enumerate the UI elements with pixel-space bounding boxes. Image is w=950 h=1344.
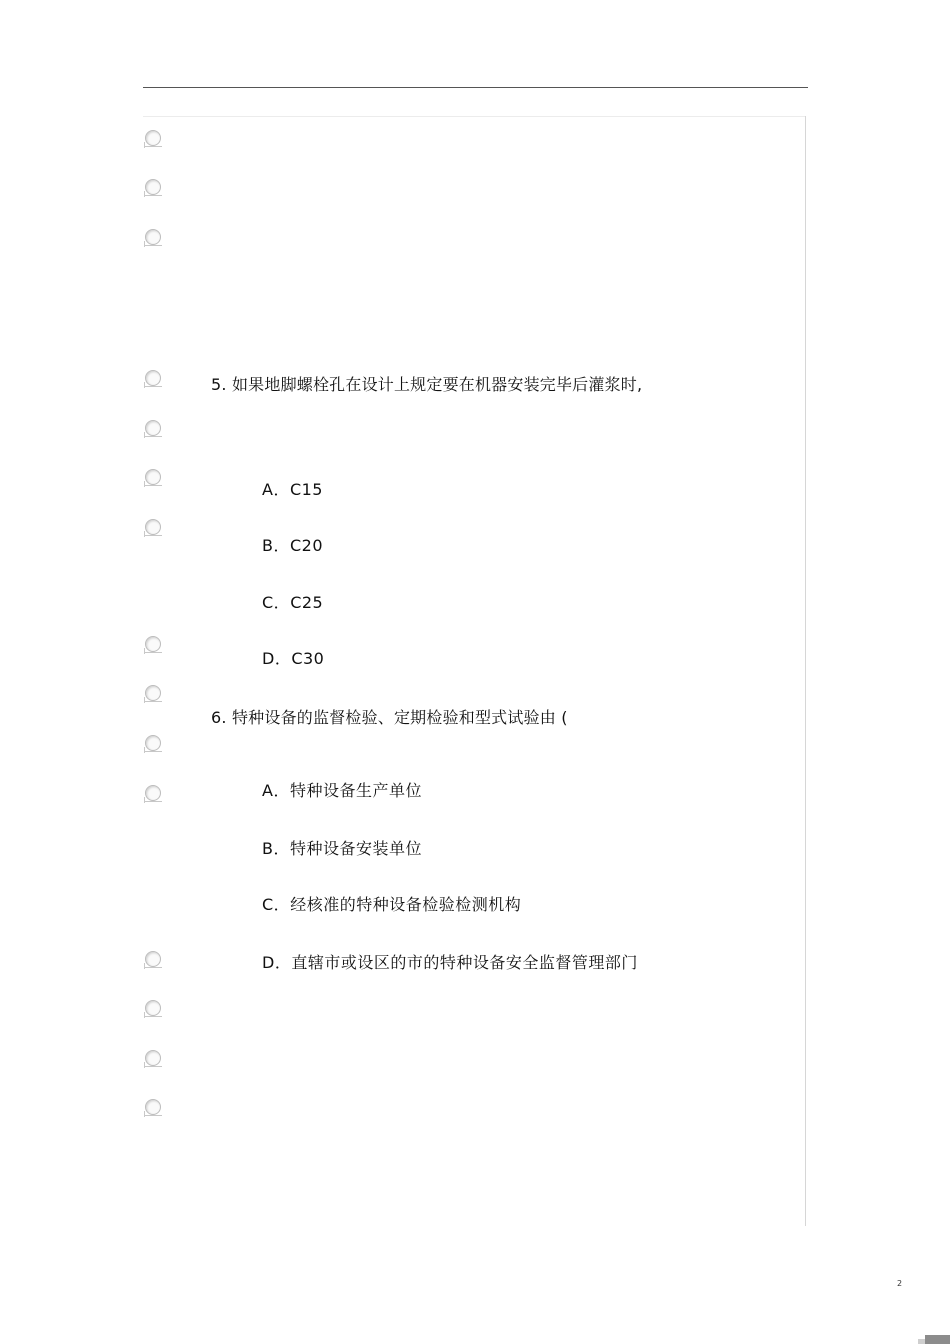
option-5d[interactable]: [262, 646, 324, 669]
radio-button[interactable]: [145, 735, 161, 751]
option-6c[interactable]: [262, 892, 521, 915]
question-5: [211, 372, 642, 395]
header-rule: [143, 87, 808, 88]
option-letter: B．: [262, 536, 290, 555]
radio-circle-icon: [145, 951, 161, 967]
option-letter: D．: [262, 649, 292, 668]
option-text: 特种设备安装单位: [289, 839, 422, 858]
option-letter: C．: [262, 895, 291, 914]
radio-circle-icon: [145, 785, 161, 801]
corner-mark: [918, 1339, 925, 1344]
radio-circle-icon: [145, 229, 161, 245]
radio-circle-icon: [145, 370, 161, 386]
radio-circle-icon: [145, 519, 161, 535]
radio-circle-icon: [145, 1050, 161, 1066]
radio-button[interactable]: [145, 1050, 161, 1066]
option-5b[interactable]: [262, 533, 323, 556]
radio-button[interactable]: [145, 951, 161, 967]
radio-button[interactable]: [145, 469, 161, 485]
radio-button[interactable]: [145, 229, 161, 245]
radio-circle-icon: [145, 636, 161, 652]
radio-button[interactable]: [145, 685, 161, 701]
question-text: 如果地脚螺栓孔在设计上规定要在机器安装完毕后灌浆时,: [231, 375, 643, 394]
radio-button[interactable]: [145, 519, 161, 535]
option-letter: A．: [262, 480, 290, 499]
option-6d[interactable]: [262, 950, 638, 973]
option-letter: C．: [262, 593, 291, 612]
option-text: 特种设备生产单位: [289, 781, 422, 800]
content-frame-right: [805, 116, 806, 1226]
radio-circle-icon: [145, 735, 161, 751]
option-letter: A．: [262, 781, 290, 800]
radio-circle-icon: [145, 469, 161, 485]
option-5a[interactable]: [262, 477, 323, 500]
option-letter: D．: [262, 953, 292, 972]
option-text: 直辖市或设区的市的特种设备安全监督管理部门: [291, 953, 638, 972]
option-6a[interactable]: [262, 778, 422, 801]
page-number: 2: [897, 1279, 903, 1288]
radio-button[interactable]: [145, 1099, 161, 1115]
radio-circle-icon: [145, 1000, 161, 1016]
option-text: C30: [291, 649, 325, 668]
radio-button[interactable]: [145, 1000, 161, 1016]
radio-circle-icon: [145, 420, 161, 436]
radio-button[interactable]: [145, 785, 161, 801]
option-5c[interactable]: [262, 590, 323, 613]
option-text: 经核准的特种设备检验检测机构: [290, 895, 522, 914]
option-6b[interactable]: [262, 836, 422, 859]
radio-circle-icon: [145, 179, 161, 195]
question-6: [211, 705, 568, 728]
question-number: 6.: [211, 708, 227, 727]
radio-button[interactable]: [145, 179, 161, 195]
option-text: C20: [289, 536, 324, 555]
radio-button[interactable]: [145, 370, 161, 386]
option-letter: B．: [262, 839, 290, 858]
option-text: C15: [289, 480, 323, 499]
radio-circle-icon: [145, 1099, 161, 1115]
radio-button[interactable]: [145, 636, 161, 652]
radio-button[interactable]: [145, 130, 161, 146]
question-text: 特种设备的监督检验、定期检验和型式试验由 (: [231, 708, 568, 727]
radio-circle-icon: [145, 130, 161, 146]
corner-mark: [925, 1335, 950, 1344]
content-frame-top: [143, 116, 805, 117]
option-text: C25: [290, 593, 324, 612]
question-number: 5.: [211, 375, 227, 394]
radio-circle-icon: [145, 685, 161, 701]
radio-button[interactable]: [145, 420, 161, 436]
